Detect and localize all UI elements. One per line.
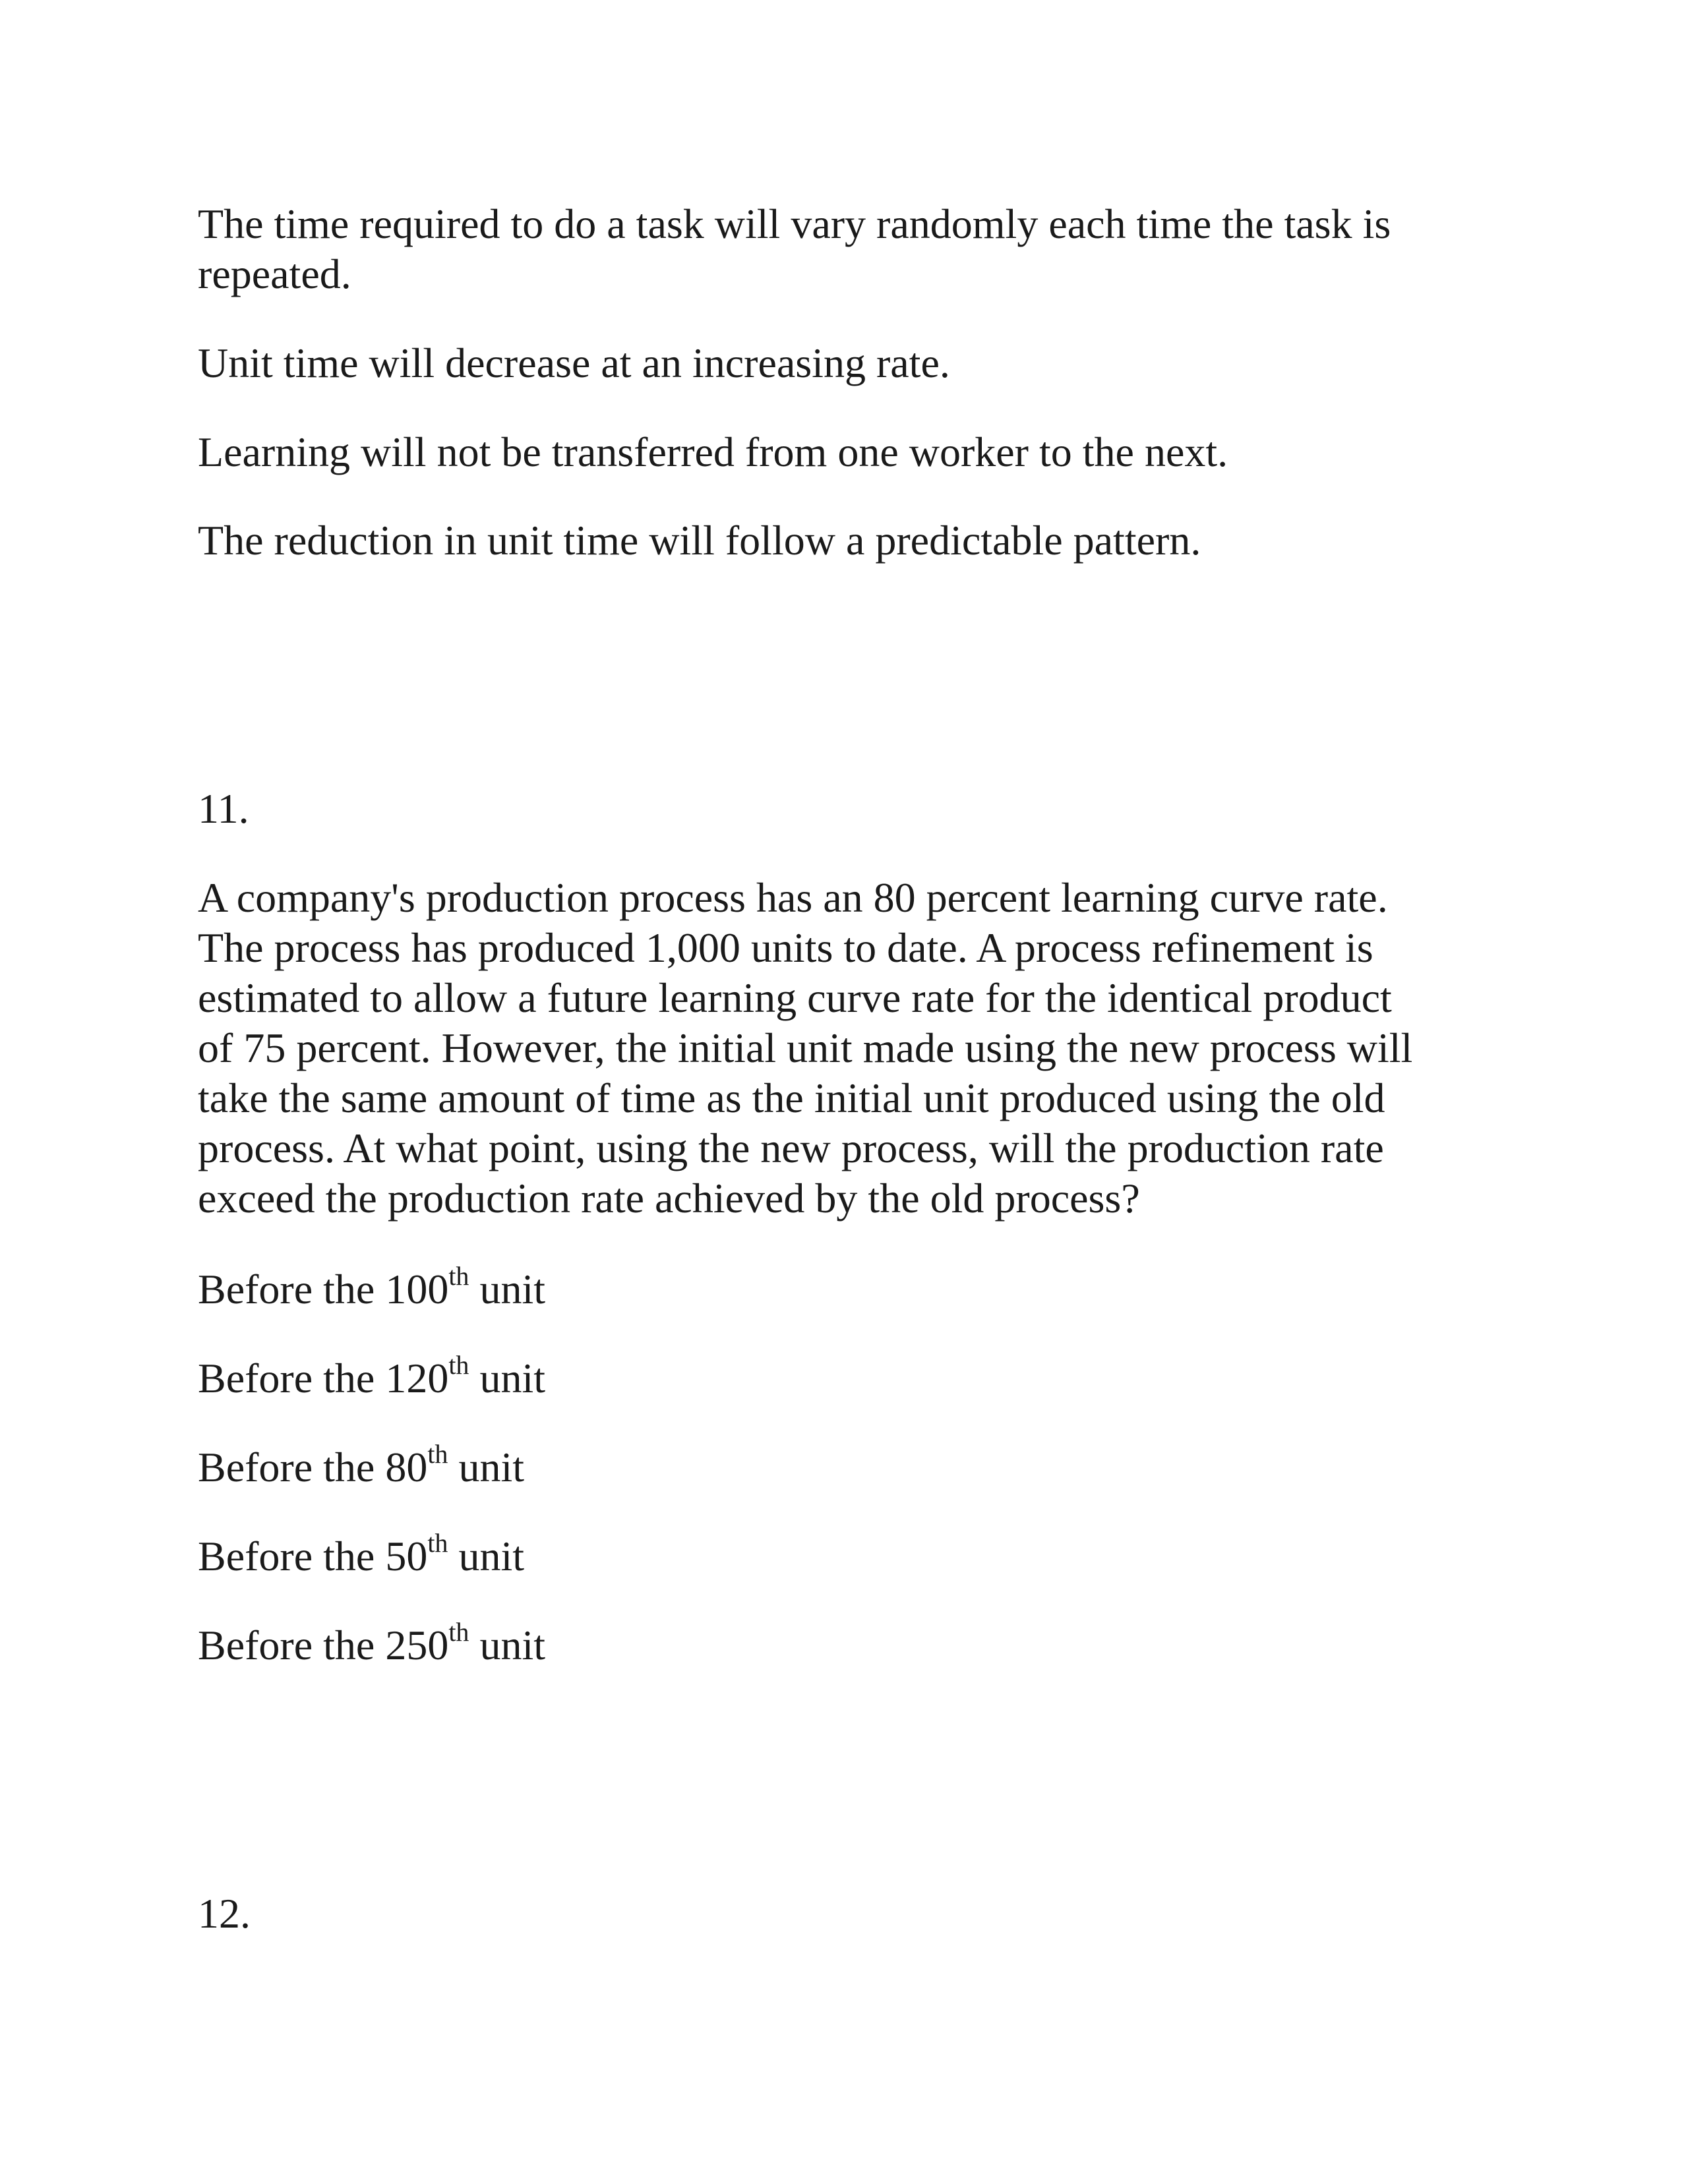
prev-option-2 xyxy=(198,338,1490,388)
prev-option-3-line-1: Learning will not be transferred from one worker to the next. xyxy=(198,428,1228,475)
option-4-prefix: Before the 50 xyxy=(198,1533,428,1579)
prev-option-4 xyxy=(198,516,1490,566)
option-5-suffix: unit xyxy=(469,1622,545,1668)
question-11-line-1: A company's production process has an 80 percent learning curve rate. xyxy=(198,874,1388,921)
question-11-line-4: of 75 percent. However, the initial unit made using the new process will xyxy=(198,1024,1413,1071)
prev-option-3 xyxy=(198,427,1490,477)
question-11-option-4 xyxy=(198,1527,1490,1581)
option-3-sup: th xyxy=(427,1438,448,1469)
prev-option-1-line-2: repeated. xyxy=(198,251,351,297)
option-1-suffix: unit xyxy=(469,1266,545,1313)
option-5-prefix: Before the 250 xyxy=(198,1622,449,1668)
option-1-prefix: Before the 100 xyxy=(198,1266,449,1313)
question-12-number: 12. xyxy=(198,1890,251,1937)
prev-option-2-line-1: Unit time will decrease at an increasing rate. xyxy=(198,339,950,386)
question-11-option-3 xyxy=(198,1438,1490,1492)
option-2-suffix: unit xyxy=(469,1355,545,1402)
prev-option-4-line-1: The reduction in unit time will follow a predictable pattern. xyxy=(198,517,1201,564)
question-11-line-2: The process has produced 1,000 units to date. A process refinement is xyxy=(198,924,1373,971)
option-3-prefix: Before the 80 xyxy=(198,1444,428,1490)
option-5-sup: th xyxy=(448,1616,469,1647)
question-11-line-3: estimated to allow a future learning curve rate for the identical product xyxy=(198,974,1392,1021)
option-2-prefix: Before the 120 xyxy=(198,1355,449,1402)
prev-option-1-line-1: The time required to do a task will vary randomly each time the task is xyxy=(198,200,1391,247)
option-1-sup: th xyxy=(448,1260,469,1291)
option-4-sup: th xyxy=(427,1527,448,1558)
option-3-suffix: unit xyxy=(448,1444,524,1490)
question-11-option-2 xyxy=(198,1349,1490,1403)
question-11-line-5: take the same amount of time as the initial unit produced using the old xyxy=(198,1075,1385,1121)
question-11-option-1 xyxy=(198,1260,1490,1314)
question-11-text xyxy=(198,873,1490,1224)
question-11-number: 11. xyxy=(198,785,249,832)
option-2-sup: th xyxy=(448,1349,469,1380)
option-4-suffix: unit xyxy=(448,1533,524,1579)
question-11-line-7: exceed the production rate achieved by the old process? xyxy=(198,1175,1140,1222)
prev-option-1 xyxy=(198,199,1490,299)
question-11-line-6: process. At what point, using the new process, will the production rate xyxy=(198,1125,1384,1171)
question-11-option-5 xyxy=(198,1616,1490,1670)
